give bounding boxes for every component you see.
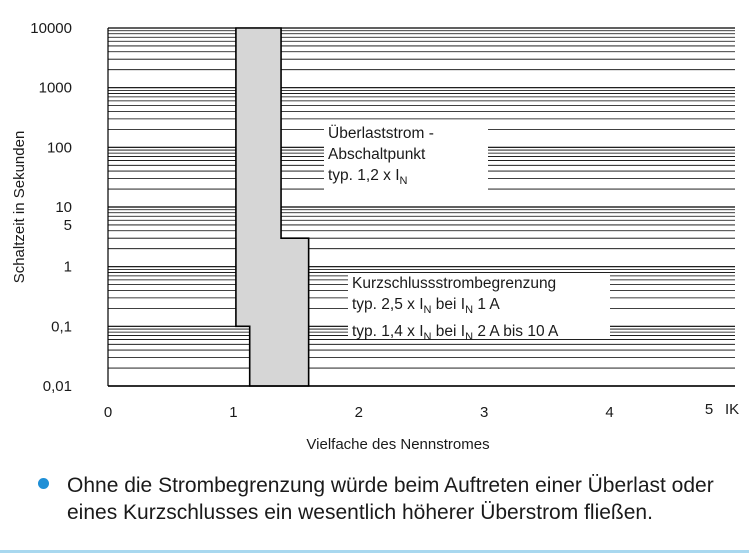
x-tick-label: 2: [354, 404, 363, 421]
y-tick-label: 0,01: [42, 378, 72, 395]
x-axis-unit: IK: [725, 401, 740, 418]
short-circuit-annotation: [348, 273, 610, 343]
x-axis-label: Vielfache des Nennstromes: [306, 436, 490, 453]
y-tick-label: 100: [46, 139, 72, 157]
overload-annotation: [324, 123, 488, 190]
bullet-dot-icon: [38, 478, 49, 489]
overload-annotation-line-2: Abschaltpunkt: [328, 146, 426, 163]
y-tick-label: 1: [63, 258, 72, 276]
y-axis-label: Schaltzeit in Sekunden: [11, 130, 28, 284]
x-tick-label: 1: [229, 404, 238, 421]
y-tick-label: 5: [63, 216, 72, 234]
overload-annotation-line-3: typ. 1,2 x $I_N$: [328, 167, 408, 187]
y-tick-label: 1000: [38, 79, 72, 97]
short-circuit-annotation-line-3: typ. 1,4 x $I_N$ bei $I_N$ 2 A bis 10 A: [352, 323, 559, 343]
x-tick-label: 5: [704, 401, 714, 418]
x-tick-label: 0: [103, 404, 113, 421]
y-tick-label: 10000: [30, 20, 72, 37]
y-tick-label: 0,1: [51, 318, 72, 336]
short-circuit-annotation-line-2: typ. 2,5 x $I_N$ bei $I_N$ 1 A: [352, 296, 500, 316]
x-tick-label: 3: [480, 404, 489, 421]
overload-annotation-line-1: Überlaststrom -: [328, 125, 434, 142]
x-tick-label: 4: [605, 404, 614, 421]
bottom-divider: [0, 550, 749, 553]
short-circuit-annotation-line-1: Kurzschlussstrombegrenzung: [352, 275, 557, 292]
y-tick-label: 10: [55, 199, 72, 216]
bullet-text: Ohne die Strombegrenzung würde beim Auftreten einer Überlast oder eines Kurzschlusses ein wesentlich höherer Überstrom fließen.: [67, 474, 714, 524]
